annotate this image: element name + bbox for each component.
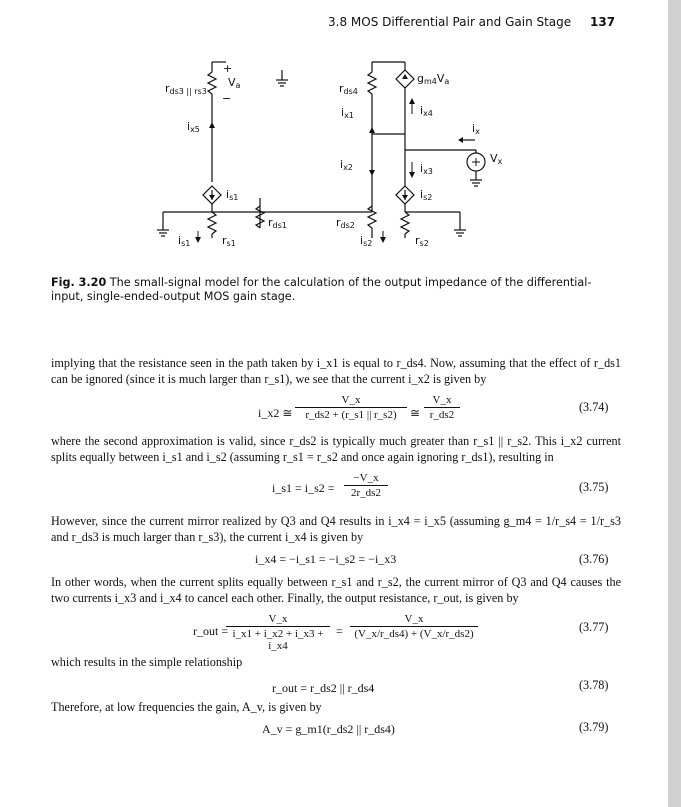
figure-caption xyxy=(51,276,611,304)
figure-caption-text: The small-signal model for the calculation of the output impedance of the differential-input, single-ended-output MOS gain stage. xyxy=(51,276,592,303)
label-gm4va: gm4Va xyxy=(417,72,450,86)
paragraph-3: However, since the current mirror realized by Q3 and Q4 results in i_x4 = i_x5 (assuming g_m4 = 1/r_s4 = 1/r_s3 and r_ds3 is much larger than r_s3), the current i_x4 is given by xyxy=(51,514,621,544)
eq-374-den1: r_ds2 + (r_s1 || r_s2) xyxy=(305,409,397,421)
label-ix3: ix3 xyxy=(420,162,433,176)
eq-377-num1: V_x xyxy=(226,613,330,627)
label-va: Va xyxy=(228,76,241,90)
eq-374-lhs: i_x2 ≅ xyxy=(258,406,293,420)
eq-379: A_v = g_m1(r_ds2 || r_ds4) xyxy=(262,722,395,736)
label-ix4: ix4 xyxy=(420,104,433,118)
label-rs2: rs2 xyxy=(415,234,429,248)
figure-caption-label: Fig. 3.20 xyxy=(51,276,107,289)
eq-375-den: 2r_ds2 xyxy=(351,487,381,499)
label-rs1: rs1 xyxy=(222,234,236,248)
paragraph-1: implying that the resistance seen in the path taken by i_x1 is equal to r_ds4. Now, assuming that the effect of r_ds1 can be ignored (since it is much larger than r_s1), we see that the current i_x2 is given by xyxy=(51,356,621,386)
label-rds1: rds1 xyxy=(268,216,287,230)
circuit-diagram xyxy=(0,0,681,270)
eq-375-num: −V_x xyxy=(344,472,388,486)
eq-374-approx: ≅ xyxy=(410,406,421,420)
label-va-plus: + xyxy=(223,62,233,75)
eq-375-frac xyxy=(344,472,388,499)
paragraph-5: which results in the simple relationship xyxy=(51,655,243,669)
label-vx: Vx xyxy=(490,152,503,166)
label-rds2: rds2 xyxy=(336,216,355,230)
eq-376-number: (3.76) xyxy=(579,552,609,566)
label-rds4: rds4 xyxy=(339,82,358,96)
paragraph-6: Therefore, at low frequencies the gain, A_v, is given by xyxy=(51,700,322,714)
eq-374-den2: r_ds2 xyxy=(429,409,455,421)
eq-374-number: (3.74) xyxy=(579,400,609,414)
page-number: 137 xyxy=(590,15,616,29)
eq-374-frac2 xyxy=(424,394,460,421)
eq-377-den1: i_x1 + i_x2 + i_x3 + i_x4 xyxy=(232,628,324,652)
eq-378: r_out = r_ds2 || r_ds4 xyxy=(272,681,375,695)
label-ix5: ix5 xyxy=(187,120,200,134)
eq-378-number: (3.78) xyxy=(579,678,609,692)
label-is1: is1 xyxy=(226,188,239,202)
eq-377-eq: = xyxy=(336,624,343,638)
label-ix: ix xyxy=(472,122,480,136)
label-ix1: ix1 xyxy=(341,106,354,120)
eq-374-num2: V_x xyxy=(424,394,460,408)
label-is2-src: is2 xyxy=(360,234,373,248)
eq-377-lhs: r_out = xyxy=(193,624,229,638)
label-rds3-rs3: rds3 || rs3 xyxy=(165,82,207,96)
eq-377-num2: V_x xyxy=(350,613,478,627)
eq-377-frac2 xyxy=(350,613,478,640)
paragraph-2: where the second approximation is valid, since r_ds2 is typically much greater than r_s1 || r_s2. This i_x2 current splits equally between i_s1 and i_s2 (assuming r_s1 = r_s2 and once again ignoring r_ds1), resulting in xyxy=(51,434,621,464)
eq-377-frac1 xyxy=(226,613,330,652)
eq-377-number: (3.77) xyxy=(579,620,609,634)
running-header-section: 3.8 MOS Differential Pair and Gain Stage xyxy=(328,15,572,29)
paragraph-4: In other words, when the current splits equally between r_s1 and r_s2, the current mirror of Q3 and Q4 causes the two currents i_x3 and i_x4 to cancel each other. Finally, the output resistance, r_out, is given by xyxy=(51,575,621,605)
eq-377-den2: (V_x/r_ds4) + (V_x/r_ds2) xyxy=(354,628,474,640)
label-is2: is2 xyxy=(420,188,433,202)
label-ix2: ix2 xyxy=(340,158,353,172)
eq-379-number: (3.79) xyxy=(579,720,609,734)
eq-375-number: (3.75) xyxy=(579,480,609,494)
eq-375-lhs: i_s1 = i_s2 = xyxy=(272,481,335,495)
label-va-minus: − xyxy=(222,92,232,105)
label-is1-src: is1 xyxy=(178,234,191,248)
eq-374-num1: V_x xyxy=(295,394,407,408)
eq-376: i_x4 = −i_s1 = −i_s2 = −i_x3 xyxy=(255,552,397,566)
eq-374-frac1 xyxy=(295,394,407,421)
